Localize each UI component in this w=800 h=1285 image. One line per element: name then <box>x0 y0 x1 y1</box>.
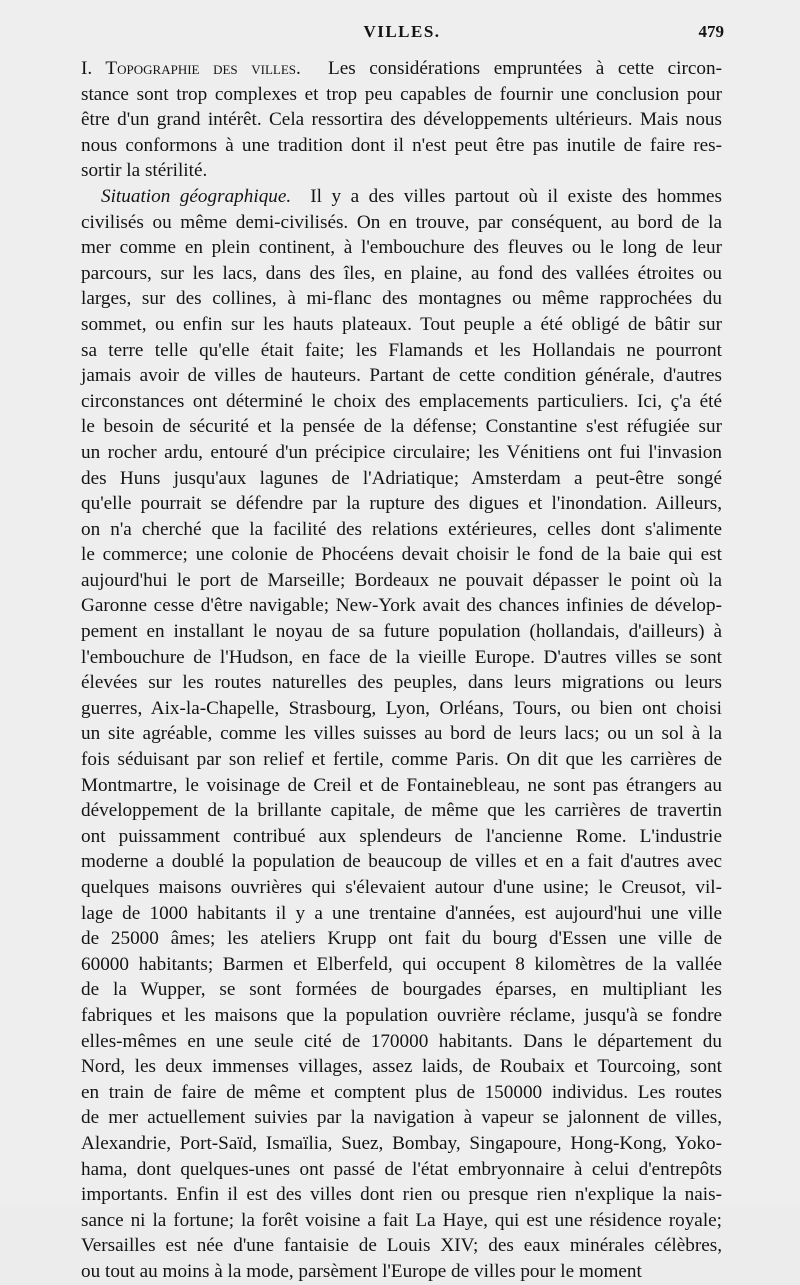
paragraph-line: larges, sur des collines, à mi-flanc des montagnes ou même rapprochées du <box>81 288 722 310</box>
paragraph-line: ou tout au moins à la mode, parsèment l'Europe de villes pour le moment <box>81 1260 642 1282</box>
paragraph-line: le besoin de sécurité et la pensée de la défense; Constantine s'est réfugiée sur <box>81 416 722 438</box>
paragraph-line: Alexandrie, Port-Saïd, Ismaïlia, Suez, Bombay, Singapoure, Hong-Kong, Yoko- <box>81 1132 722 1154</box>
paragraph-line: nous conformons à une tradition dont il n'est peut être pas inutile de faire res- <box>81 134 722 156</box>
section-heading: I. Topographie des villes. <box>81 58 301 79</box>
paragraph-line: sa terre telle qu'elle était faite; les Flamands et les Hollandais ne pourront <box>81 339 722 361</box>
paragraph-line: Nord, les deux immenses villages, assez laids, de Roubaix et Tourcoing, sont <box>81 1056 722 1078</box>
paragraph-line: aujourd'hui le port de Marseille; Bordeaux ne pouvait dépasser le point où la <box>81 569 722 591</box>
paragraph-line: fois séduisant par son relief et fertile, comme Paris. On dit que les carrières de <box>81 749 722 771</box>
subsection-heading: Situation géographique. <box>101 185 292 207</box>
paragraph-line: des Huns jusqu'aux lagunes de l'Adriatique; Amsterdam a peut-être songé <box>81 467 722 489</box>
paragraph-line: de 25000 âmes; les ateliers Krupp ont fait du bourg d'Essen une ville de <box>81 928 722 950</box>
paragraph-line: l'embouchure de l'Hudson, en face de la vieille Europe. D'autres villes se sont <box>81 646 722 668</box>
running-title: VILLES. <box>363 22 441 41</box>
paragraph-line: 60000 habitants; Barmen et Elberfeld, qui occupent 8 kilomètres de la vallée <box>81 953 722 975</box>
paragraph-line: Versailles est née d'une fantaisie de Louis XIV; des eaux minérales célèbres, <box>81 1235 722 1257</box>
running-header <box>80 22 724 46</box>
paragraph-line: quelques maisons ouvrières qui s'élevaient autour d'une usine; le Creusot, vil- <box>81 877 722 898</box>
paragraph-line: hama, dont quelques-unes ont passé de l'état embryonnaire à celui d'entrepôts <box>81 1158 722 1180</box>
paragraph-line: de mer actuellement suivies par la navigation à vapeur se jalonnent de villes, <box>81 1107 722 1129</box>
paragraph-line: un rocher ardu, entouré d'un précipice circulaire; les Vénitiens ont fui l'invasion <box>81 441 722 463</box>
paragraph-line: guerres, Aix-la-Chapelle, Strasbourg, Lyon, Orléans, Tours, ou bien ont choisi <box>81 697 722 719</box>
paragraph-line: jamais avoir de villes de hauteurs. Partant de cette condition générale, d'autres <box>81 365 722 387</box>
body-text <box>81 56 722 1285</box>
paragraph-line: le commerce; une colonie de Phocéens devait choisir le fond de la baie qui est <box>81 544 722 566</box>
paragraph-line: élevées sur les routes naturelles des peuples, dans leurs migrations ou leurs <box>81 672 722 694</box>
paragraph-line: Les considérations empruntées à cette circon- <box>328 58 722 79</box>
subsection-heading-line <box>81 184 722 210</box>
paragraph-line: un site agréable, comme les villes suisses au bord de leurs lacs; ou un sol à la <box>81 723 722 745</box>
paragraph-line: Garonne cesse d'être navigable; New-York avait des chances infinies de dévelop- <box>81 595 722 617</box>
paragraph-line: être d'un grand intérêt. Cela ressortira des développements ultérieurs. Mais nous <box>81 109 722 131</box>
paragraph-line: stance sont trop complexes et trop peu capables de fournir une conclusion pour <box>81 83 722 105</box>
paragraph-line: on n'a cherché que la facilité des relations extérieures, celles dont s'alimente <box>81 518 722 540</box>
paragraph-line: qu'elle pourrait se défendre par la rupture des digues et l'inondation. Ailleurs, <box>81 493 722 515</box>
paragraph-line: Il y a des villes partout où il existe des hommes <box>310 185 723 207</box>
paragraph-line: ont puissamment contribué aux splendeurs de l'ancienne Rome. L'industrie <box>81 825 722 847</box>
paragraph-line: mer comme en plein continent, à l'embouchure des fleuves ou le long de leur <box>81 237 722 259</box>
paragraph-line: pement en installant le noyau de sa future population (hollandais, d'ailleurs) à <box>81 621 722 643</box>
paragraph-line: moderne a doublé la population de beaucoup de villes et en a fait d'autres avec <box>81 851 722 873</box>
page-number: 479 <box>698 22 724 41</box>
paragraph-line: elles-mêmes en une seule cité de 170000 habitants. Dans le département du <box>81 1030 722 1052</box>
paragraph-line: parcours, sur les lacs, dans des îles, en plaine, au fond des vallées étroites ou <box>81 262 722 284</box>
section-heading-line <box>81 56 722 82</box>
paragraph-line: circonstances ont déterminé le choix des emplacements particuliers. Ici, ç'a été <box>81 390 722 412</box>
paragraph-line: sortir la stérilité. <box>81 160 208 182</box>
paragraph-line: sance ni la fortune; la forêt voisine a fait La Haye, qui est une résidence royale; <box>81 1209 722 1231</box>
paragraph-line: lage de 1000 habitants il y a une trentaine d'années, est aujourd'hui une ville <box>81 902 722 924</box>
paragraph-line: de la Wupper, se sont formées de bourgades éparses, en multipliant les <box>81 979 722 1001</box>
paragraph-line: en train de faire de même et comptent plus de 150000 individus. Les routes <box>81 1081 722 1103</box>
paragraph-line: fabriques et les maisons que la population ouvrière réclame, jusqu'à se fondre <box>81 1004 722 1026</box>
paragraph-line: importants. Enfin il est des villes dont rien ou presque rien n'explique la nais- <box>81 1184 722 1206</box>
paragraph-line: civilisés ou même demi-civilisés. On en trouve, par conséquent, au bord de la <box>81 211 722 233</box>
paragraph-line: sommet, ou enfin sur les hauts plateaux. Tout peuple a été obligé de bâtir sur <box>81 313 722 335</box>
paragraph-line: développement de la brillante capitale, de même que les carrières de travertin <box>81 800 722 822</box>
paragraph-line: Montmartre, le voisinage de Creil et de Fontainebleau, ne sont pas étrangers au <box>81 774 722 796</box>
